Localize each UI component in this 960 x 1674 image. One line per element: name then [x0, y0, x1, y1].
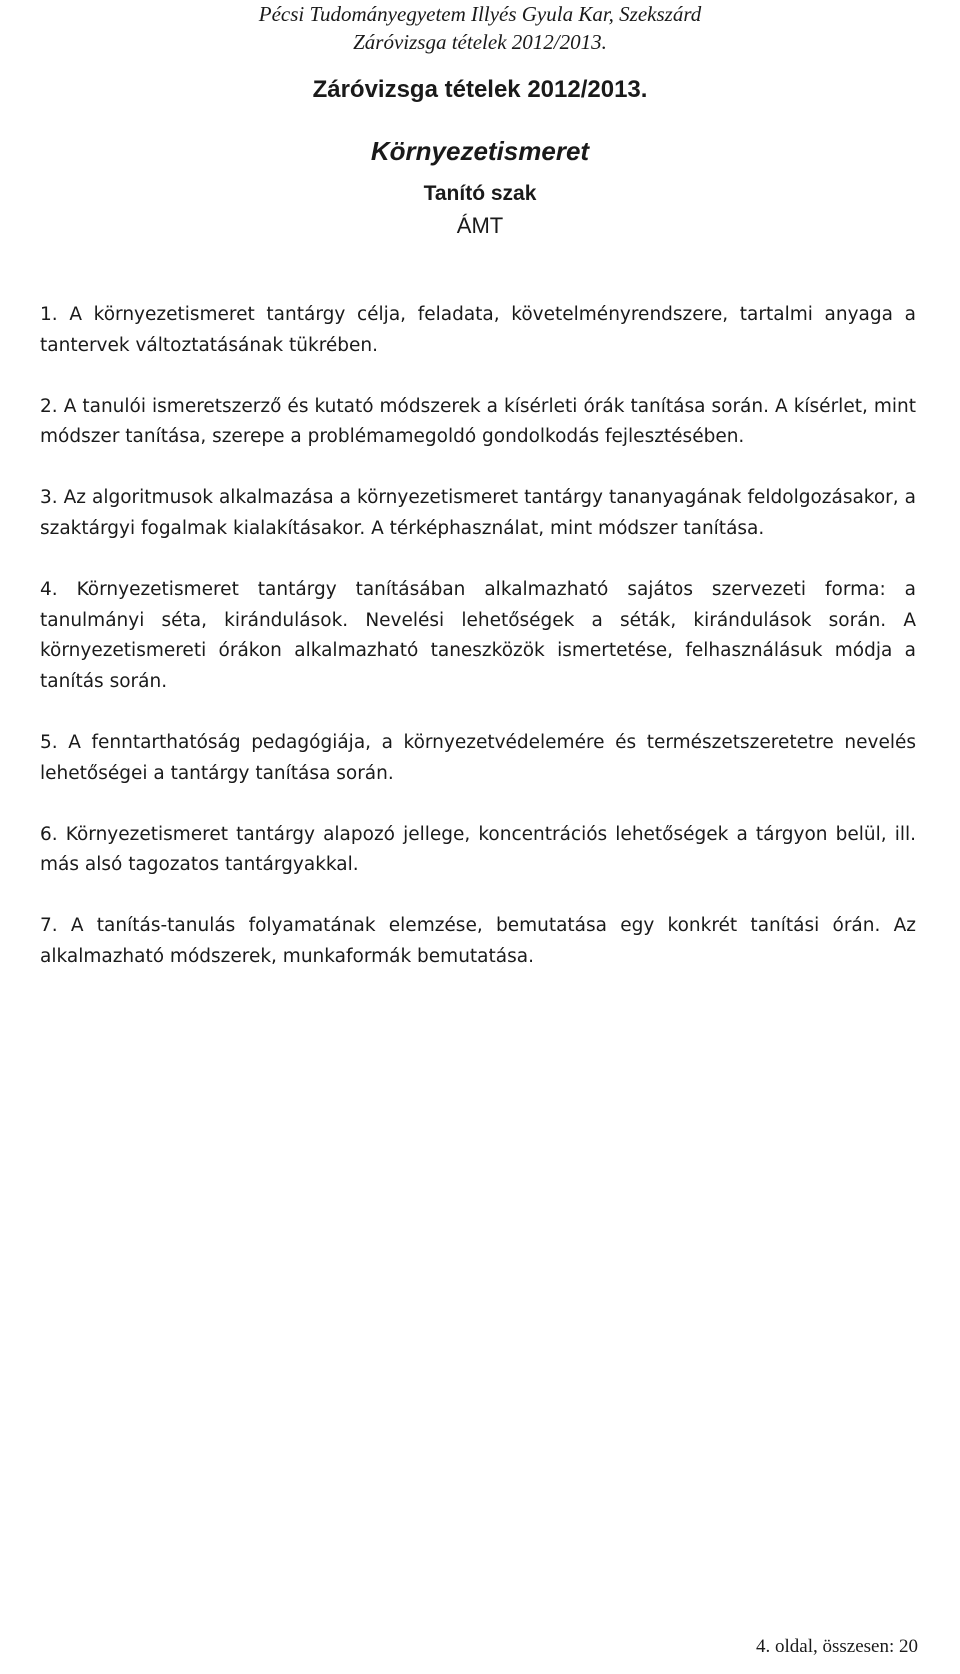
- header-institution: Pécsi Tudományegyetem Illyés Gyula Kar, Szekszárd: [258, 2, 702, 26]
- topic-text: A fenntarthatóság pedagógiája, a környezetvédelemére és természetszeretetre nevelés lehetőségei a tantárgy tanítása során.: [40, 731, 916, 784]
- topic-text: A tanítás-tanulás folyamatának elemzése, bemutatása egy konkrét tanítási órán. Az alkalmazható módszerek, munkaformák bemutatása.: [40, 915, 916, 967]
- program-name: Tanító szak: [423, 182, 537, 205]
- document-title: Záróvizsga tételek 2012/2013.: [312, 76, 648, 103]
- topic-item: [40, 728, 916, 790]
- topic-text: A környezetismeret tantárgy célja, feladata, követelményrendszere, tartalmi anyaga a tantervek változtatásának tükrében.: [40, 304, 916, 356]
- topic-item: [40, 575, 916, 698]
- page-number-footer: 4. oldal, összesen: 20: [755, 1636, 918, 1657]
- topic-number: 2.: [40, 395, 58, 417]
- topic-item: [40, 820, 916, 882]
- topic-number: 4.: [40, 578, 58, 600]
- topic-text: Az algoritmusok alkalmazása a környezetismeret tantárgy tananyagának feldolgozásakor, a szaktárgyi fogalmak kialakításakor. A térképhasználat, mint módszer tanítása.: [40, 487, 916, 539]
- topic-text: Környezetismeret tantárgy tanításában alkalmazható sajátos szervezeti forma: a tanulmányi séta, kirándulások. Nevelési lehetőségek a séták, kirándulások során. A környezetismereti órákon alkalmazható taneszközök ismertetése, felhasználásuk módja a tanítás során.: [40, 578, 916, 693]
- topic-number: 1.: [40, 304, 58, 325]
- header-exam-title: Záróvizsga tételek 2012/2013.: [353, 30, 607, 54]
- topic-number: 5.: [40, 731, 58, 753]
- topic-item: [40, 392, 916, 454]
- topic-text: A tanulói ismeretszerző és kutató módszerek a kísérleti órák tanítása során. A kísérlet, mint módszer tanítása, szerepe a problémamegoldó gondolkodás fejlesztésében.: [40, 395, 916, 448]
- topic-number: 6.: [40, 823, 58, 845]
- subject-title: Környezetismeret: [370, 136, 590, 166]
- topic-item: [40, 911, 916, 973]
- page-header: [0, 0, 960, 56]
- topic-text: Környezetismeret tantárgy alapozó jellege, koncentrációs lehetőségek a tárgyon belül, ill. más alsó tagozatos tantárgyakkal.: [40, 823, 916, 876]
- topic-list: [40, 300, 916, 1003]
- topic-item: [40, 300, 916, 362]
- program-abbreviation: ÁMT: [456, 213, 504, 238]
- topic-item: [40, 483, 916, 545]
- topic-number: 3.: [40, 487, 58, 509]
- topic-number: 7.: [40, 915, 58, 937]
